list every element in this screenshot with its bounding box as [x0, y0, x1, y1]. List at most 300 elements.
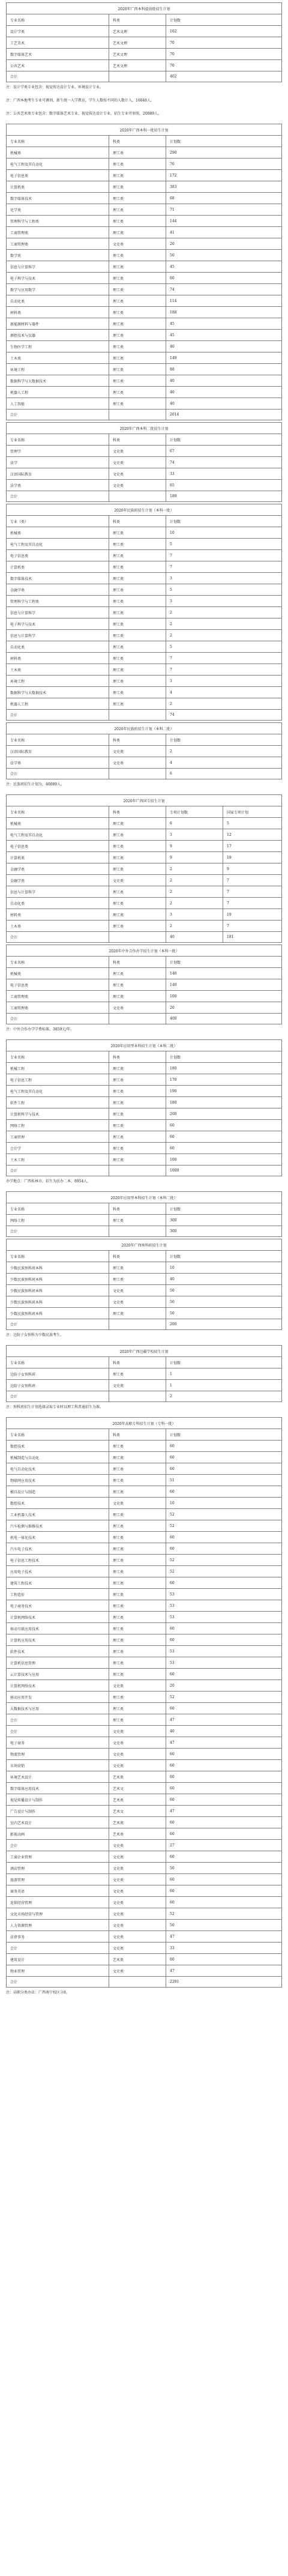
cell: 科类	[109, 516, 166, 527]
table-row	[6, 306, 282, 318]
table-row	[6, 1965, 282, 1976]
cell: 网络工程	[10, 1218, 25, 1223]
cell: 科类	[109, 1429, 166, 1440]
cell: 机械工程	[10, 1066, 25, 1071]
table-header	[6, 135, 282, 147]
cell: 机器人工程	[10, 390, 29, 395]
table-row	[6, 652, 282, 664]
cell: 74	[166, 284, 281, 295]
table-row	[6, 249, 282, 261]
cell: 40	[166, 932, 223, 942]
cell: 190	[166, 1086, 281, 1096]
cell: 理工类	[109, 193, 166, 204]
table-row	[6, 1153, 282, 1165]
table-row	[6, 215, 282, 226]
table-row	[6, 584, 282, 595]
cell: 60	[166, 1703, 281, 1714]
cell: 大数据技术与应用	[10, 1707, 40, 1711]
cell: 3	[166, 909, 223, 920]
cell: 45	[166, 330, 281, 340]
cell: 会计	[10, 1843, 18, 1848]
table-row	[6, 1782, 282, 1794]
cell: 理工类	[109, 1646, 166, 1657]
table-row	[6, 1531, 282, 1543]
cell: 管理科学与工程类	[10, 219, 40, 224]
table-row	[6, 641, 282, 652]
cell: 理工类	[109, 979, 166, 990]
cell: 少数民族预科班本科	[10, 1300, 43, 1305]
cell: 电子信息类	[10, 554, 29, 558]
cell: 理工类	[109, 1074, 166, 1085]
cell: 10	[166, 1498, 281, 1508]
cell: 移动互联应用技术	[10, 1627, 40, 1631]
cell: 电气工程及其自动化	[10, 1089, 43, 1094]
cell: 人工智能	[10, 402, 25, 407]
cell: 文史类	[109, 1726, 166, 1737]
cell: 生物医学工程	[10, 345, 32, 349]
cell: 3	[166, 829, 223, 840]
cell: 文史类	[109, 238, 166, 249]
cell: 室内艺术设计	[10, 1821, 32, 1825]
table-row	[6, 456, 282, 468]
table-row	[6, 909, 282, 920]
table-row	[6, 1657, 282, 1668]
table-row	[6, 1919, 282, 1930]
cell: 理工类	[109, 886, 166, 897]
table-title: 2020年广西预科班招生计划	[6, 1239, 282, 1250]
cell: 市场营销	[10, 1764, 25, 1768]
cell: 理工类	[109, 295, 166, 306]
cell: 理工类	[109, 1120, 166, 1131]
cell: 数据科学与大数据技术	[10, 379, 47, 384]
cell: 60	[166, 1851, 281, 1862]
cell: 5	[166, 641, 281, 652]
cell: 合计	[10, 1980, 18, 1985]
cell: 环境艺术设计	[10, 1775, 32, 1780]
table-row	[6, 1262, 282, 1273]
cell: 文史类	[109, 1863, 166, 1873]
cell: 60	[166, 1634, 281, 1645]
table-row	[6, 897, 282, 909]
cell: 艺术类	[109, 1817, 166, 1828]
cell: 工商企业管理	[10, 1855, 32, 1860]
cell: 文史类	[109, 1908, 166, 1919]
cell: 科类	[109, 734, 166, 745]
cell: 理工类	[109, 375, 166, 386]
cell: 土木类	[10, 924, 22, 929]
cell: 理工类	[109, 1452, 166, 1463]
cell: 47	[166, 1965, 281, 1976]
cell: 计划数	[166, 1051, 281, 1062]
table-row	[6, 1085, 282, 1096]
cell: 计算机信息管理	[10, 1661, 36, 1666]
cell: 数字媒体应用技术	[10, 1786, 40, 1791]
cell: 理工类	[109, 863, 166, 874]
table-row	[6, 398, 282, 409]
cell	[109, 1226, 166, 1236]
cell: 数字媒体技术	[10, 196, 32, 201]
cell: 71	[166, 204, 281, 215]
table-header	[6, 1051, 282, 1062]
cell: 理工类	[109, 1543, 166, 1554]
table-title: 2020年广西边疆学校招生计划	[6, 1345, 282, 1356]
cell: 计算机网络技术	[10, 1684, 36, 1689]
cell: 连锁经营管理	[10, 1900, 32, 1905]
cell: 理工类	[109, 387, 166, 398]
table-header	[6, 14, 282, 25]
cell: 10	[166, 527, 281, 538]
cell: 理工类	[109, 364, 166, 375]
cell: 理工类	[109, 630, 166, 641]
table-row	[6, 169, 282, 181]
cell: 电气工程及其自动化	[10, 162, 43, 167]
cell: 科类	[109, 14, 166, 25]
table-row	[6, 1622, 282, 1634]
cell: 环境工程	[10, 679, 25, 684]
cell: 60	[166, 1897, 281, 1908]
cell: 合计	[10, 495, 18, 499]
table-row	[6, 295, 282, 306]
cell	[109, 1014, 166, 1024]
cell: 专业名称	[10, 810, 25, 815]
table-row	[6, 1645, 282, 1657]
cell: 40	[166, 375, 281, 386]
cell: 理工类	[109, 1475, 166, 1486]
cell: 53	[166, 1600, 281, 1611]
cell: 计划数	[166, 957, 281, 967]
cell: 文史类	[109, 746, 166, 757]
table-row	[6, 829, 282, 840]
table-title: 2020年民族班招生计划（本科二批）	[6, 722, 282, 734]
cell: 文史类	[109, 1965, 166, 1976]
cell: 应用电子技术	[10, 1570, 32, 1574]
table-row	[6, 329, 282, 340]
cell: 53	[166, 1589, 281, 1600]
cell: 45	[166, 318, 281, 329]
cell: 机电一体化技术	[10, 1535, 36, 1540]
table-row	[6, 1565, 282, 1577]
table-row	[6, 272, 282, 283]
table-total-row	[6, 1013, 282, 1024]
cell: 290	[166, 147, 281, 158]
cell: 60	[166, 1771, 281, 1782]
table-row	[6, 1497, 282, 1508]
cell: 专业（类）	[10, 519, 29, 524]
cell: 理工类	[109, 284, 166, 295]
table-row	[6, 1543, 282, 1554]
cell: 软件工程	[10, 1101, 25, 1105]
cell: 理工类	[109, 641, 166, 652]
table-total-row	[6, 71, 282, 82]
cell: 广告设计与制作	[10, 1809, 36, 1814]
cell: 200	[166, 1319, 281, 1329]
note-text: 注：中外合作办学学费标准，3859元/年。	[6, 1027, 74, 1032]
note-text: 办学地点：广西桂林市，招生为民办二本，8954人。	[6, 1179, 91, 1184]
cell: 数控技术	[10, 1444, 25, 1449]
cell: 理工类	[109, 1532, 166, 1543]
cell: 74	[166, 710, 281, 720]
cell: 自动化类	[10, 901, 25, 906]
cell: 88	[166, 364, 281, 375]
cell: 40	[166, 398, 281, 409]
table-row	[6, 261, 282, 272]
cell: 科类	[109, 1203, 166, 1214]
cell: 4	[166, 687, 281, 698]
table-row	[6, 1737, 282, 1748]
cell: 理工类	[109, 227, 166, 238]
cell: 会计学	[10, 1146, 22, 1151]
cell: 土木类	[10, 668, 22, 673]
cell: 酒店管理	[10, 1866, 25, 1871]
table-row	[6, 851, 282, 863]
cell: 艺术文理	[109, 26, 166, 37]
cell: 设计学类	[10, 29, 25, 34]
cell: 计划数	[166, 734, 281, 745]
cell: 60	[166, 1532, 281, 1543]
cell: 300	[166, 1226, 281, 1236]
cell: 理工类	[109, 159, 166, 169]
cell: 理工类	[109, 1086, 166, 1096]
table-row	[6, 979, 282, 990]
cell: 40	[166, 1274, 281, 1284]
cell: 艺术类	[109, 1771, 166, 1782]
table-row	[6, 1725, 282, 1737]
cell: 专业名称	[10, 18, 25, 23]
cell: 理工类	[109, 1623, 166, 1634]
cell: 数字媒体艺术	[10, 52, 32, 57]
cell: 文史类	[109, 1943, 166, 1953]
cell: 理工类	[109, 352, 166, 363]
cell: 电子信息工程	[10, 1078, 32, 1083]
cell: 计划数	[166, 1357, 281, 1368]
cell: 144	[166, 216, 281, 226]
table-row	[6, 1273, 282, 1284]
cell: 网络工程	[10, 1123, 25, 1128]
cell: 理工类	[109, 1692, 166, 1702]
cell: 科类	[109, 434, 166, 445]
cell: 60	[166, 1817, 281, 1828]
cell: 文史类	[109, 1840, 166, 1851]
cell: 科类	[109, 957, 166, 967]
table-row	[6, 1862, 282, 1873]
table-row	[6, 1074, 282, 1085]
cell: 17	[223, 841, 281, 851]
cell: 7	[223, 921, 281, 931]
table-row	[6, 226, 282, 238]
cell: 文史类	[109, 1680, 166, 1691]
cell: 2614	[166, 410, 281, 420]
cell: 188	[166, 307, 281, 318]
table-row	[6, 363, 282, 375]
cell: 建筑设计	[10, 1958, 25, 1962]
cell: 60	[166, 1783, 281, 1794]
cell: 专业名称	[10, 1254, 25, 1259]
cell: 理工类	[109, 1262, 166, 1273]
cell: 2	[166, 921, 223, 931]
cell: 计划数	[166, 516, 281, 527]
cell: 计划数	[166, 1203, 281, 1214]
cell: 27	[166, 1840, 281, 1851]
cell: 理工类	[109, 307, 166, 318]
table-row	[6, 1885, 282, 1896]
cell: 60	[166, 1577, 281, 1588]
cell: 国家专项计划	[223, 806, 281, 817]
table-row	[6, 675, 282, 686]
cell: 理工类	[109, 1600, 166, 1611]
cell: 100	[166, 991, 281, 1002]
cell: 140	[166, 968, 281, 979]
cell: 50	[166, 250, 281, 261]
cell: 40	[166, 341, 281, 352]
table-row	[6, 1062, 282, 1074]
cell: 土木工程	[10, 1158, 25, 1163]
cell: 149	[166, 352, 281, 363]
cell: 2	[166, 898, 223, 909]
cell: 60	[166, 1463, 281, 1474]
cell: 理工类	[109, 1463, 166, 1474]
cell: 文史类	[109, 468, 166, 479]
cell: 理工类	[109, 573, 166, 584]
cell: 189	[166, 491, 281, 501]
cell: 60	[166, 1131, 281, 1142]
table-row	[6, 1588, 282, 1600]
cell: 4	[166, 757, 281, 768]
cell: 理工类	[109, 147, 166, 158]
cell: 40	[166, 387, 281, 398]
cell: 化学类	[10, 208, 22, 213]
table-row	[6, 1634, 282, 1645]
cell: 艺术类	[109, 1954, 166, 1965]
cell: 理工类	[109, 921, 166, 931]
cell	[109, 1319, 166, 1329]
table-row	[6, 1096, 282, 1108]
table-row	[6, 1119, 282, 1131]
table-row	[6, 1942, 282, 1953]
cell: 物联网应用技术	[10, 1478, 36, 1483]
cell: 理工类	[109, 561, 166, 572]
cell	[109, 710, 166, 720]
cell: 50	[166, 1308, 281, 1319]
cell: 少数民族预科班本科	[10, 1289, 43, 1293]
table-row	[6, 1702, 282, 1714]
cell: 信息与计算科学	[10, 890, 36, 895]
cell: 7	[166, 653, 281, 664]
cell: 9	[166, 841, 223, 851]
cell: 会计	[10, 1946, 18, 1951]
cell: 少数民族预科班本科	[10, 1266, 43, 1271]
cell: 机械类	[10, 972, 22, 976]
cell: 计算机类	[10, 565, 25, 570]
cell: 文史类	[109, 1920, 166, 1930]
cell: 云计算技术与应用	[10, 1672, 40, 1677]
table-row	[6, 1748, 282, 1759]
table-title: 2020年民族班招生计划（本科一批）	[6, 504, 282, 515]
cell: 计算机科学与技术	[10, 1112, 40, 1117]
cell: 数学类	[10, 253, 22, 258]
table-title: 2020年高职专科招生计划（专科一批）	[6, 1417, 282, 1429]
cell: 1	[166, 1368, 281, 1379]
cell: 理工类	[109, 676, 166, 686]
cell: 合计	[10, 1169, 18, 1173]
cell: 2	[166, 618, 281, 629]
cell: 2	[166, 746, 281, 757]
cell: 理工类	[109, 1441, 166, 1451]
table-row	[6, 629, 282, 641]
cell: 理工类	[109, 273, 166, 283]
cell: 电气工程及其自动化	[10, 542, 43, 547]
cell: 53	[166, 1612, 281, 1622]
cell: 理工类	[109, 1308, 166, 1319]
cell: 7	[166, 561, 281, 572]
cell: 新能源材料与器件	[10, 322, 40, 327]
cell: 科类	[109, 1251, 166, 1262]
table-row	[6, 1805, 282, 1816]
table-header	[6, 515, 282, 527]
cell: 土木类	[10, 356, 22, 361]
cell: 理工类	[109, 1612, 166, 1622]
cell: 19	[223, 852, 281, 863]
table-row	[6, 1611, 282, 1622]
cell: 专业名称	[10, 738, 25, 743]
cell: 金融学类	[10, 588, 25, 593]
cell: 会计	[10, 1718, 18, 1723]
cell: 计算机网络技术	[10, 1615, 36, 1620]
cell: 理工类	[109, 170, 166, 181]
cell: 合计	[10, 713, 18, 718]
cell: 金融学类	[10, 878, 25, 883]
cell	[109, 1166, 166, 1176]
cell: 52	[166, 1509, 281, 1520]
cell: 180	[166, 1063, 281, 1074]
table-total-row	[6, 768, 282, 779]
table-total-row	[6, 491, 282, 502]
cell: 理工类	[109, 318, 166, 329]
cell: 理工类	[109, 968, 166, 979]
cell: 1	[166, 1380, 281, 1391]
cell: 工艺美术	[10, 41, 25, 46]
table-row	[6, 1368, 282, 1379]
cell: 艺术类	[109, 1828, 166, 1839]
cell: 53	[166, 1646, 281, 1657]
cell: 102	[166, 26, 281, 37]
cell: 合计	[10, 1017, 18, 1021]
cell: 理工类	[109, 330, 166, 340]
table-row	[6, 618, 282, 629]
cell: 模具设计与制造	[10, 1490, 36, 1495]
cell: 7	[166, 664, 281, 675]
cell: 3	[166, 573, 281, 584]
table-row	[6, 445, 282, 456]
cell: 电气自动化技术	[10, 1467, 36, 1472]
cell: 100	[166, 1154, 281, 1165]
cell: 工业机器人技术	[10, 1513, 36, 1517]
cell: 400	[166, 1014, 281, 1024]
cell: 7	[223, 886, 281, 897]
table-row	[6, 1953, 282, 1965]
cell: 60	[166, 1760, 281, 1771]
table-header	[6, 734, 282, 745]
cell: 数字媒体技术	[10, 576, 32, 581]
cell: 20	[166, 1002, 281, 1013]
cell: 理工类	[109, 1108, 166, 1119]
cell: 理工类	[109, 341, 166, 352]
table-row	[6, 1600, 282, 1611]
table-row	[6, 1142, 282, 1153]
table-row	[6, 595, 282, 606]
cell: 理工类	[109, 398, 166, 409]
table-header	[6, 806, 282, 817]
cell: 60	[166, 1874, 281, 1885]
